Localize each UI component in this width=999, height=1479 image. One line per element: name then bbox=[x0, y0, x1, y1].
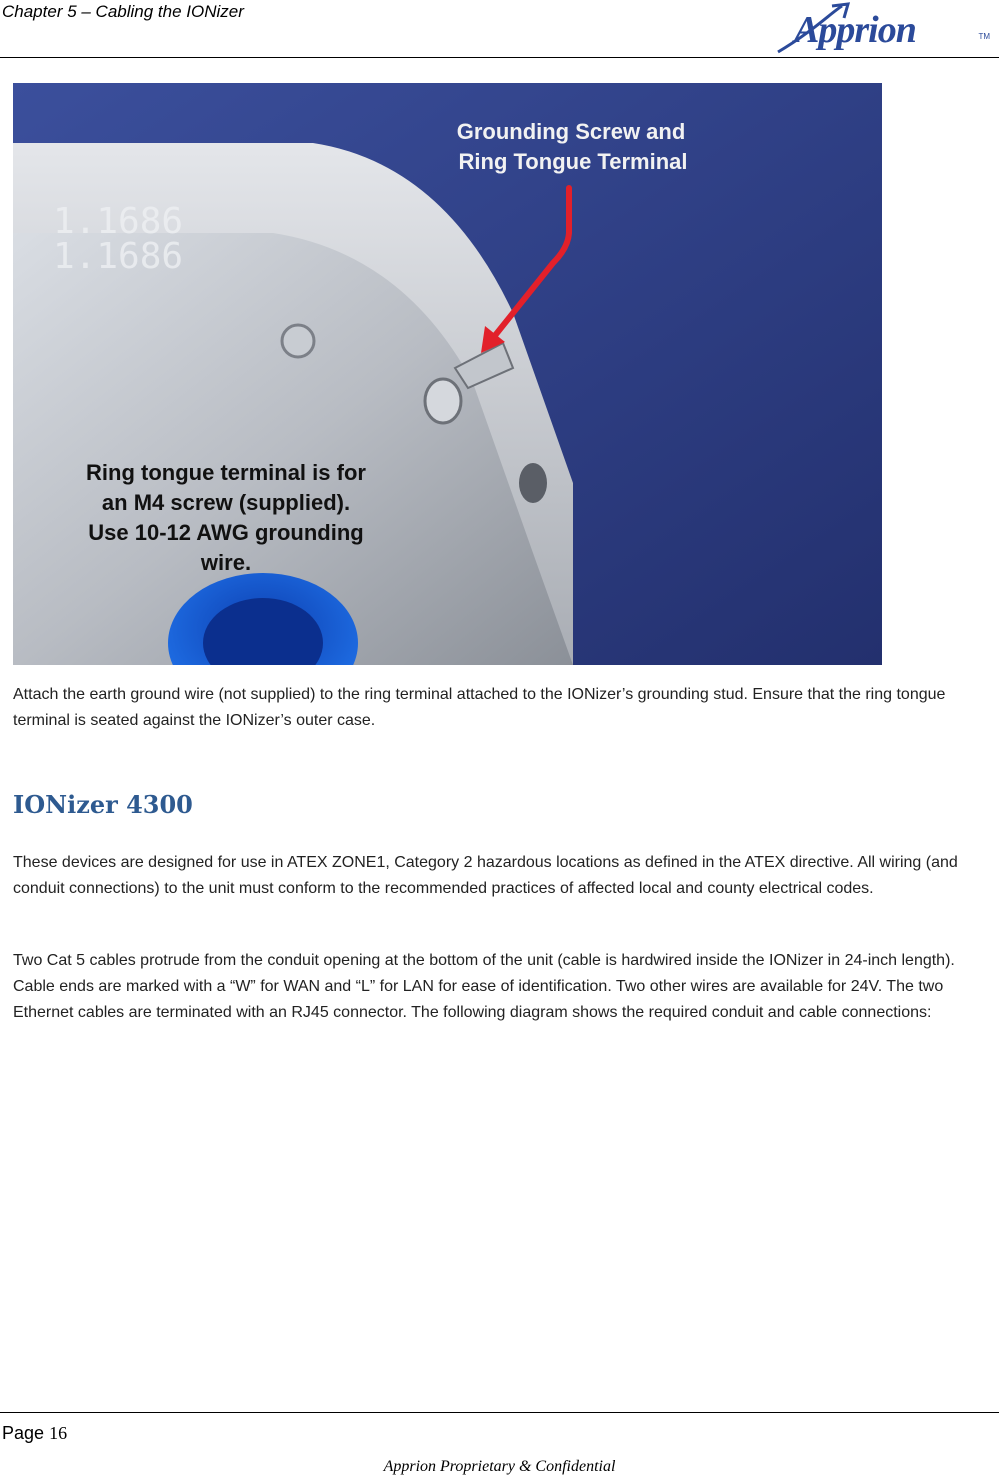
callout-bottom-line-2: an M4 screw (supplied). bbox=[101, 490, 351, 515]
grounding-photo bbox=[13, 83, 882, 665]
header-divider bbox=[0, 57, 999, 58]
logo-text: Apprion bbox=[794, 9, 916, 51]
grounding-paragraph: Attach the earth ground wire (not supplied) to the ring terminal attached to the IONizer’s grounding stud. Ensure that the ring tongue terminal is seated against the IONizer’s outer case. bbox=[13, 686, 946, 729]
logo-trademark: TM bbox=[978, 32, 990, 41]
housing-marking-1: 1.1686 bbox=[53, 201, 184, 242]
callout-bottom-line-3: Use 10-12 AWG grounding bbox=[88, 520, 364, 545]
apprion-logo bbox=[772, 2, 992, 56]
page-number bbox=[2, 1423, 67, 1444]
callout-bottom-line-4: wire. bbox=[200, 550, 252, 575]
atex-paragraph: These devices are designed for use in ATEX ZONE1, Category 2 hazardous locations as defined in the ATEX directive. All wiring (and conduit connections) to the unit must conform to the recommended practices of affected local and county electrical codes. bbox=[13, 854, 958, 897]
page-label: Page bbox=[2, 1423, 45, 1443]
page-number-value: 16 bbox=[49, 1423, 68, 1443]
chapter-title: Chapter 5 – Cabling the IONizer bbox=[2, 2, 244, 21]
callout-top-line-2: Ring Tongue Terminal bbox=[458, 149, 688, 174]
callout-bottom-line-1: Ring tongue terminal is for bbox=[86, 460, 366, 485]
confidential-notice: Apprion Proprietary & Confidential bbox=[383, 1458, 616, 1475]
section-heading: IONizer 4300 bbox=[13, 790, 193, 819]
cabling-paragraph: Two Cat 5 cables protrude from the conduit opening at the bottom of the unit (cable is hardwired inside the IONizer in 24-inch length). Cable ends are marked with a “W” for WAN and “L” for LAN for ease of identification. Two other wires are available for 24V. The two Ethernet cables are terminated with an RJ45 connector. The following diagram shows the required conduit and cable connections: bbox=[13, 952, 955, 1021]
housing-marking-2: 1.1686 bbox=[53, 236, 184, 277]
footer-divider bbox=[0, 1412, 999, 1413]
callout-top-line-1: Grounding Screw and bbox=[456, 119, 686, 144]
